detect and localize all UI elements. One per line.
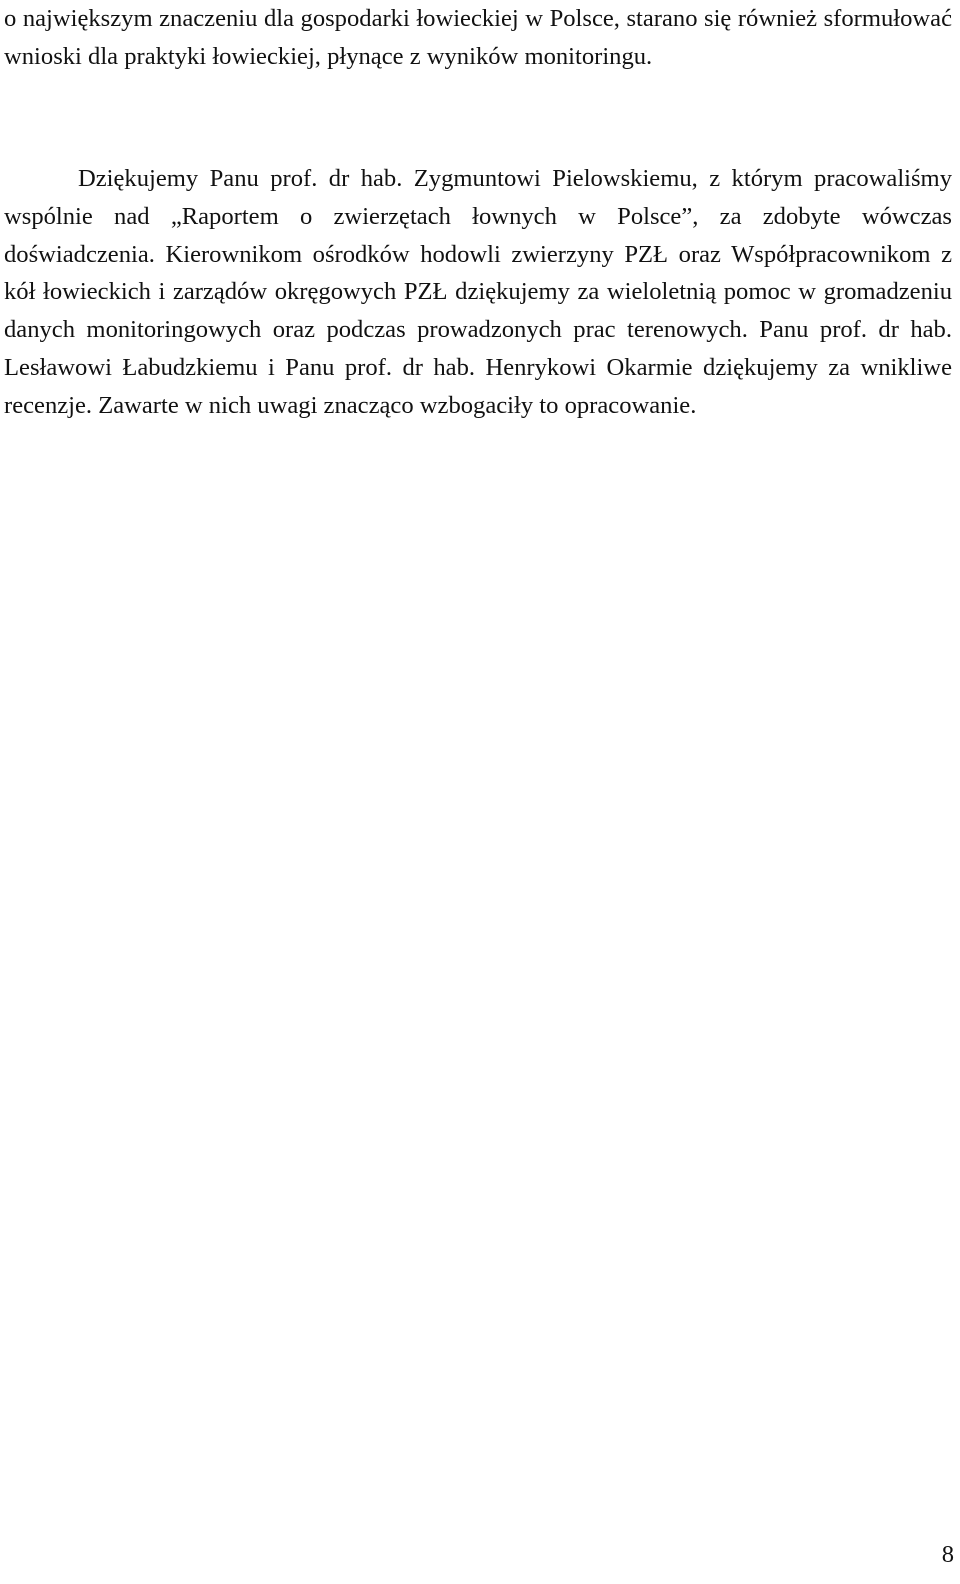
page-number: 8 bbox=[941, 1541, 954, 1568]
paragraph-acknowledgements: Dziękujemy Panu prof. dr hab. Zygmuntowi Pielowskiemu, z którym pracowaliśmy wspólnie nad „Raportem o zwierzętach łownych w Polsce”, za zdobyte wówczas doświadczenia. Kierownikom ośrodków hodowli zwierzyny PZŁ oraz Współpracownikom z kół łowieckich i zarządów okręgowych PZŁ dziękujemy za wieloletnią pomoc w gromadzeniu danych monitoringowych oraz podczas prowadzonych prac terenowych. Panu prof. dr hab. Lesławowi Łabudzkiemu i Panu prof. dr hab. Henrykowi Okarmie dziękujemy za wnikliwe recenzje. Zawarte w nich uwagi znacząco wzbogaciły to opracowanie. bbox=[4, 165, 952, 419]
paragraph-monitoring-conclusions: o największym znaczeniu dla gospodarki łowieckiej w Polsce, starano się również sformułować wnioski dla praktyki łowieckiej, płynące z wyników monitoringu. bbox=[4, 5, 952, 70]
